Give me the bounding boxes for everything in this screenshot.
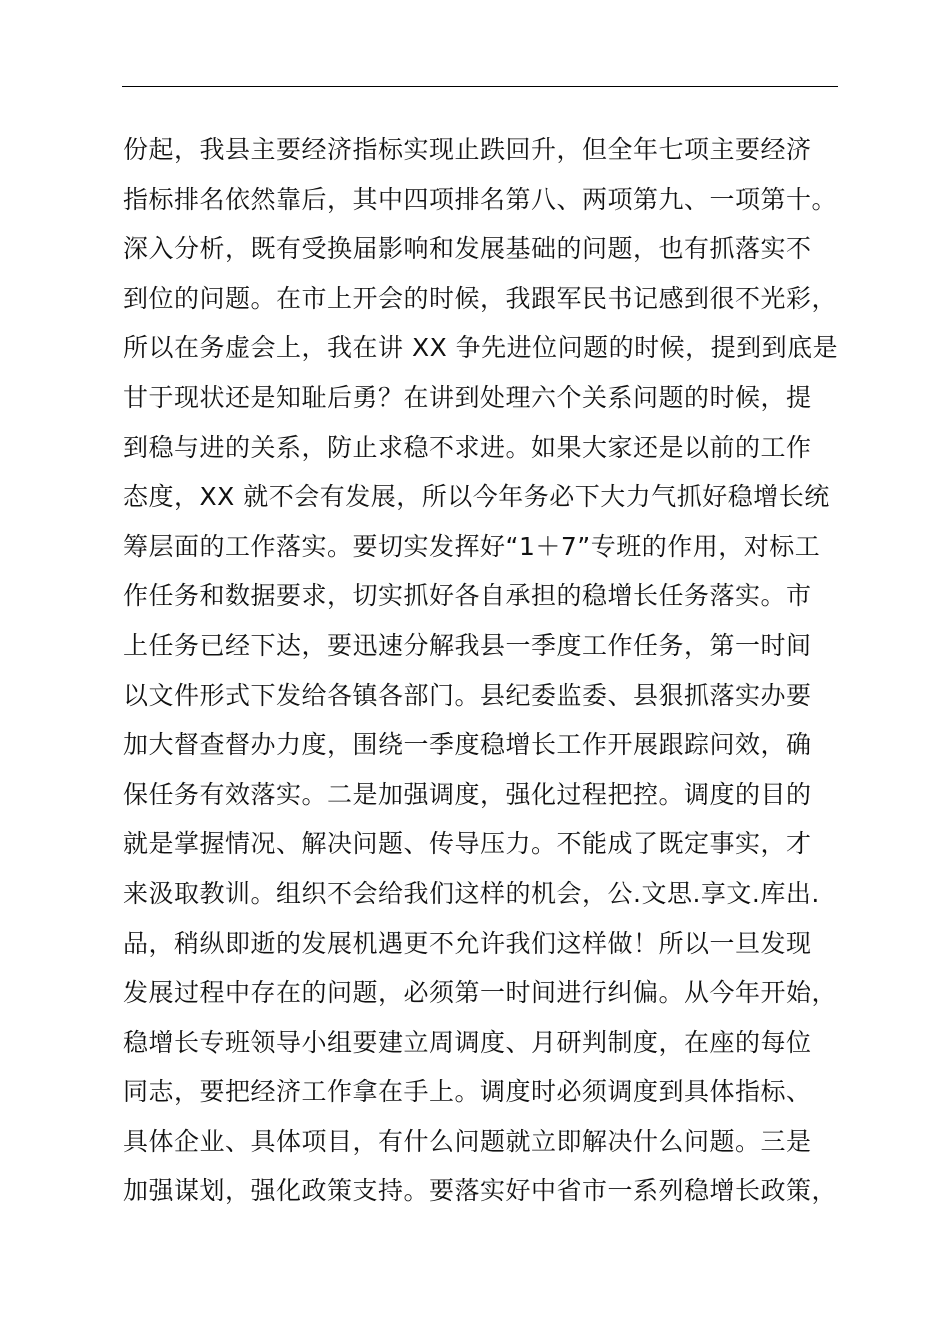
text-line: 同志，要把经济工作拿在手上。调度时必须调度到具体指标、 — [123, 1077, 812, 1107]
text-line: 稳增长专班领导小组要建立周调度、月研判制度，在座的每位 — [123, 1027, 812, 1057]
text-line: 态度，XX 就不会有发展，所以今年务必下大力气抓好稳增长统 — [123, 482, 830, 512]
text-line: 所以在务虚会上，我在讲 XX 争先进位问题的时候，提到到底是 — [123, 333, 839, 363]
header-rule — [122, 86, 838, 87]
text-line: 具体企业、具体项目，有什么问题就立即解决什么问题。三是 — [123, 1126, 812, 1156]
text-line: 加大督查督办力度，围绕一季度稳增长工作开展跟踪问效，确 — [123, 730, 812, 760]
text-line: 上任务已经下达，要迅速分解我县一季度工作任务，第一时间 — [123, 630, 812, 660]
text-line: 加强谋划，强化政策支持。要落实好中省市一系列稳增长政策， — [123, 1176, 838, 1206]
text-line: 筹层面的工作落实。要切实发挥好“1＋7”专班的作用，对标工 — [123, 531, 821, 561]
text-line: 深入分析，既有受换届影响和发展基础的问题，也有抓落实不 — [123, 234, 812, 264]
text-line: 到稳与进的关系，防止求稳不求进。如果大家还是以前的工作 — [123, 432, 812, 462]
text-line: 到位的问题。在市上开会的时候，我跟军民书记感到很不光彩， — [123, 283, 838, 313]
text-line: 甘于现状还是知耻后勇？在讲到处理六个关系问题的时候，提 — [123, 382, 812, 412]
text-line: 就是掌握情况、解决问题、传导压力。不能成了既定事实，才 — [123, 829, 812, 859]
text-line: 保任务有效落实。二是加强调度，强化过程把控。调度的目的 — [123, 779, 812, 809]
text-line: 作任务和数据要求，切实抓好各自承担的稳增长任务落实。市 — [123, 581, 812, 611]
text-line: 品，稍纵即逝的发展机遇更不允许我们这样做！所以一旦发现 — [123, 928, 812, 958]
text-line: 指标排名依然靠后，其中四项排名第八、两项第九、一项第十。 — [123, 184, 838, 214]
text-line: 发展过程中存在的问题，必须第一时间进行纠偏。从今年开始， — [123, 978, 838, 1008]
document-body — [123, 125, 863, 1216]
text-line: 来汲取教训。组织不会给我们这样的机会，公.文思.享文.库出. — [123, 878, 820, 908]
text-line: 以文件形式下发给各镇各部门。县纪委监委、县狠抓落实办要 — [123, 680, 812, 710]
text-line: 份起，我县主要经济指标实现止跌回升，但全年七项主要经济 — [123, 135, 812, 164]
